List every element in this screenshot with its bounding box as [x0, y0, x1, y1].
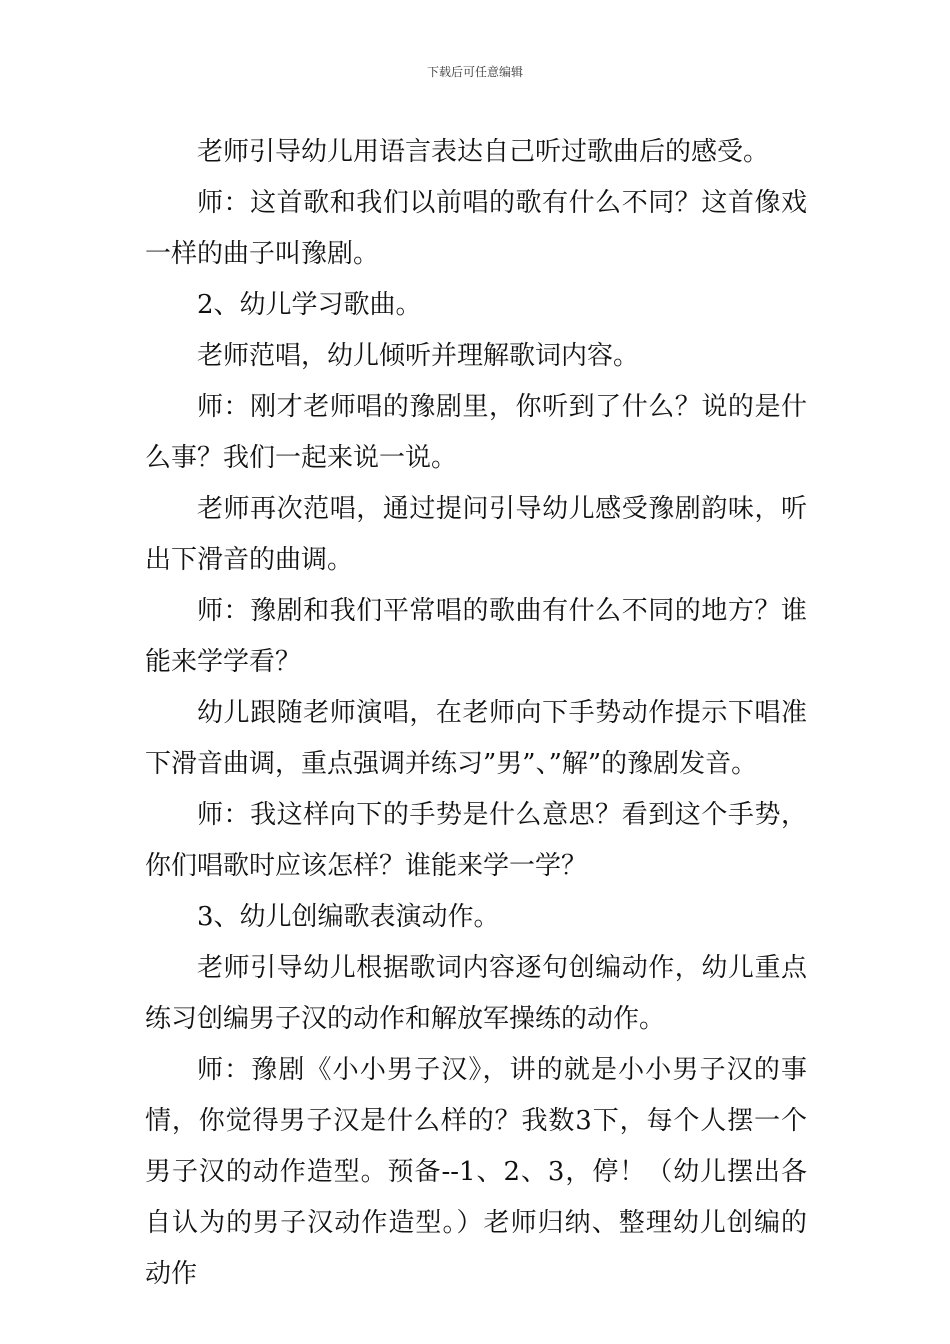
paragraph: 老师引导幼儿根据歌词内容逐句创编动作，幼儿重点练习创编男子汉的动作和解放军操练的动作。 — [145, 953, 807, 1034]
paragraph: 师：这首歌和我们以前唱的歌有什么不同？这首像戏一样的曲子叫豫剧。 — [145, 188, 807, 269]
paragraph: 2、幼儿学习歌曲。 — [197, 290, 422, 320]
paragraph: 老师再次范唱，通过提问引导幼儿感受豫剧韵味，听出下滑音的曲调。 — [145, 494, 807, 575]
paragraph: 3、幼儿创编歌表演动作。 — [197, 902, 500, 932]
paragraph: 老师引导幼儿用语言表达自己听过歌曲后的感受。 — [197, 137, 770, 167]
page-header: 下载后可任意编辑 — [426, 65, 523, 79]
paragraph: 幼儿跟随老师演唱，在老师向下手势动作提示下唱准下滑音曲调，重点强调并练习”男”、”解”的豫剧发音。 — [145, 698, 807, 779]
document-body — [145, 127, 807, 1300]
paragraph: 师：豫剧和我们平常唱的歌曲有什么不同的地方？谁能来学学看？ — [145, 596, 807, 677]
paragraph: 师：豫剧《小小男子汉》，讲的就是小小男子汉的事情，你觉得男子汉是什么样的？我数3下，每个人摆一个男子汉的动作造型。预备--1、2、3，停！（幼儿摆出各自认为的男子汉动作造型。）老师归纳、整理幼儿创编的动作 — [145, 1055, 807, 1289]
paragraph: 师：刚才老师唱的豫剧里，你听到了什么？说的是什么事？我们一起来说一说。 — [145, 392, 807, 473]
paragraph: 老师范唱，幼儿倾听并理解歌词内容。 — [197, 341, 640, 371]
paragraph: 师：我这样向下的手势是什么意思？看到这个手势，你们唱歌时应该怎样？谁能来学一学？ — [145, 800, 807, 881]
